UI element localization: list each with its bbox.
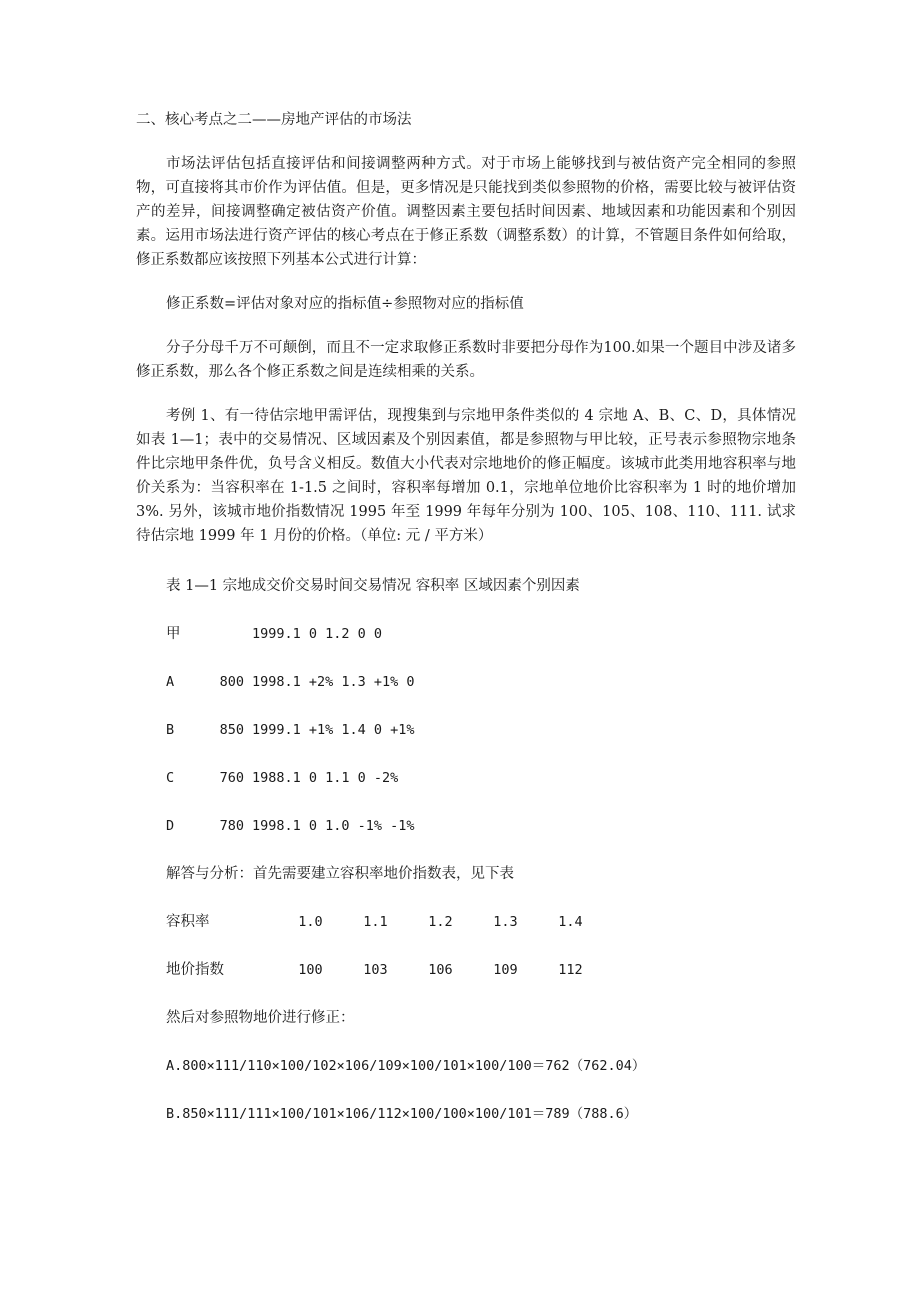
row-values: 1999.1 +1% 1.4 0 +1% <box>252 722 415 738</box>
document-page <box>136 108 796 1150</box>
row-price: 850 <box>219 722 244 738</box>
far-row <box>136 910 796 958</box>
comparables-table <box>136 622 796 862</box>
table-row <box>136 622 796 670</box>
row-values: 1998.1 0 1.0 -1% -1% <box>252 818 415 834</box>
analysis-line: 解答与分析：首先需要建立容积率地价指数表，见下表 <box>166 866 514 882</box>
index-value: 106 <box>428 962 453 978</box>
row-price: 760 <box>219 770 244 786</box>
calc-line-a: A.800×111/110×100/102×106/109×100/101×100/100＝762（762.04） <box>166 1058 646 1074</box>
row-values: 1999.1 0 1.2 0 0 <box>252 626 383 642</box>
index-value: 100 <box>298 962 323 978</box>
row-price: 800 <box>219 674 244 690</box>
index-value: 103 <box>363 962 388 978</box>
row-name: B <box>166 722 175 738</box>
far-value: 1.0 <box>298 914 323 930</box>
row-name: 甲 <box>166 626 181 642</box>
row-name: C <box>166 770 175 786</box>
row-price <box>210 622 244 670</box>
row-name: A <box>166 674 175 690</box>
formula-line: 修正系数=评估对象对应的指标值÷参照物对应的指标值 <box>166 296 524 312</box>
far-value: 1.4 <box>558 914 583 930</box>
intro-paragraph: 市场法评估包括直接评估和间接调整两种方式。对于市场上能够找到与被估资产完全相同的参照物，可直接将其市价作为评估值。但是，更多情况是只能找到类似参照物的价格，需要比较与被评估资产的差异，间接调整确定被估资产价值。调整因素主要包括时间因素、地域因素和功能因素和个别因素。运用市场法进行资产评估的核心考点在于修正系数（调整系数）的计算，不管题目条件如何给取，修正系数都应该按照下列基本公式进行计算： <box>136 156 796 268</box>
index-row-label: 地价指数 <box>166 962 224 978</box>
row-name: D <box>166 818 175 834</box>
row-values: 1988.1 0 1.1 0 -2% <box>252 770 399 786</box>
example-paragraph: 考例 1、有一待估宗地甲需评估，现搜集到与宗地甲条件类似的 4 宗地 A、B、C、D，具体情况如表 1—1；表中的交易情况、区域因素及个别因素值，都是参照物与甲比较，正号表示参照物宗地条件比宗地甲条件优，负号含义相反。数值大小代表对宗地地价的修正幅度。该城市此类用地容积率与地价关系为：当容积率在 1-1.5 之间时，容积率每增加 0.1，宗地单位地价比容积率为 1 时的地价增加 3%. 另外，该城市地价指数情况 1995 年至 1999 年每年分别为 100、105、108、110、111. 试求待估宗地 1999 年 1 月份的价格。（单位: 元 / 平方米） <box>136 408 796 544</box>
far-row-label: 容积率 <box>166 914 210 930</box>
table-row <box>136 670 796 718</box>
row-price: 780 <box>219 818 244 834</box>
index-row <box>136 958 796 1006</box>
index-value: 112 <box>558 962 583 978</box>
index-value: 109 <box>493 962 518 978</box>
table-row <box>136 814 796 862</box>
note-paragraph: 分子分母千万不可颠倒，而且不一定求取修正系数时非要把分母作为100.如果一个题目中涉及诸多修正系数，那么各个修正系数之间是连续相乘的关系。 <box>136 340 796 380</box>
section-heading: 二、核心考点之二——房地产评估的市场法 <box>136 112 412 128</box>
row-values: 1998.1 +2% 1.3 +1% 0 <box>252 674 415 690</box>
far-value: 1.1 <box>363 914 388 930</box>
calc-line-b: B.850×111/111×100/101×106/112×100/100×100/101＝789（788.6） <box>166 1106 638 1122</box>
correction-intro: 然后对参照物地价进行修正： <box>166 1010 355 1026</box>
far-value: 1.3 <box>493 914 518 930</box>
table-caption: 表 1—1 宗地成交价交易时间交易情况 容积率 区域因素个别因素 <box>166 578 580 594</box>
table-row <box>136 766 796 814</box>
far-index-table <box>136 910 796 1006</box>
far-value: 1.2 <box>428 914 453 930</box>
table-row <box>136 718 796 766</box>
